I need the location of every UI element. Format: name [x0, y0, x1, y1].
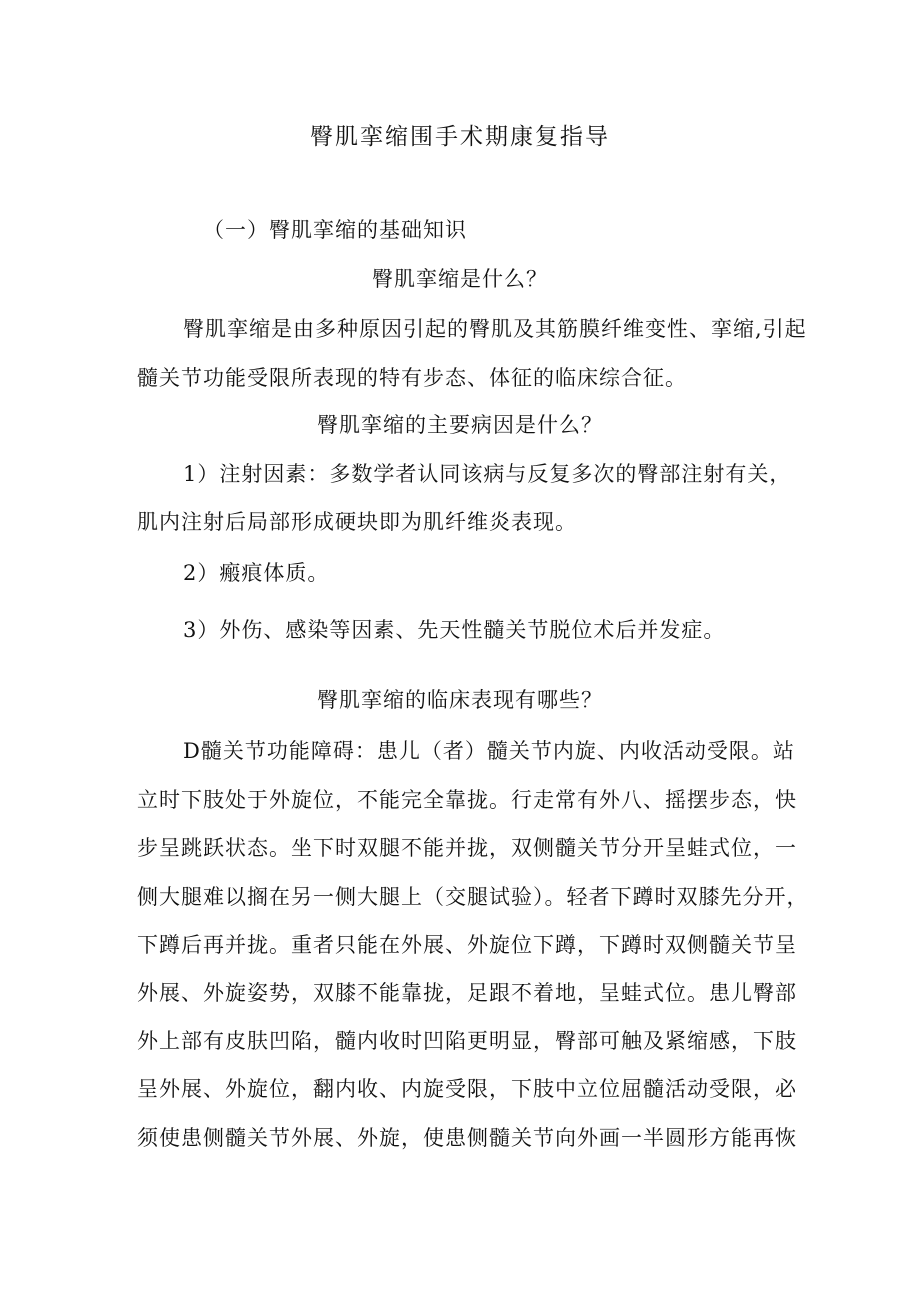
symptom-line-2: 立时下肢处于外旋位，不能完全靠拢。行走常有外八、摇摆步态，快	[137, 788, 797, 812]
symptom-line-8: 呈外展、外旋位，翻内收、内旋受限，下肢中立位屈髓活动受限，必	[137, 1077, 797, 1101]
cause-1-line-1: 1）注射因素：多数学者认同该病与反复多次的臀部注射有关，	[183, 462, 792, 486]
question-heading-causes: 臀肌挛缩的主要病因是什么？	[317, 413, 603, 437]
symptom-line-3: 步呈跳跃状态。坐下时双腿不能并拢，双侧髓关节分开呈蛙式位，一	[137, 836, 797, 860]
symptom-line-6: 外展、外旋姿势，双膝不能靠拢，足跟不着地，呈蛙式位。患儿臀部	[137, 981, 797, 1005]
symptom-line-4: 侧大腿难以搁在另一侧大腿上（交腿试验）。轻者下蹲时双膝先分开，	[137, 885, 809, 909]
cause-2: 2）瘢痕体质。	[183, 561, 330, 585]
symptom-line-9: 须使患侧髓关节外展、外旋，使患侧髓关节向外画一半圆形方能再恢	[137, 1126, 797, 1150]
cause-3: 3）外伤、感染等因素、先天性髓关节脱位术后并发症。	[183, 618, 726, 642]
symptom-line-5: 下蹲后再并拢。重者只能在外展、外旋位下蹲，下蹲时双侧髓关节呈	[137, 933, 797, 957]
symptom-line-7: 外上部有皮肤凹陷，髓内收时凹陷更明显，臀部可触及紧缩感，下肢	[137, 1029, 797, 1053]
cause-1-line-2: 肌内注射后局部形成硬块即为肌纤维炎表现。	[137, 510, 577, 534]
symptom-line-1: D髓关节功能障碍：患儿（者）髓关节内旋、内收活动受限。站	[183, 739, 795, 763]
definition-line-2: 髓关节功能受限所表现的特有步态、体征的临床综合征。	[137, 366, 687, 390]
question-heading-symptoms: 臀肌挛缩的临床表现有哪些？	[317, 688, 603, 712]
question-heading-definition: 臀肌挛缩是什么？	[372, 267, 548, 291]
document-title: 臀肌挛缩围手术期康复指导	[310, 124, 610, 150]
section-heading: （一）臀肌挛缩的基础知识	[203, 218, 467, 242]
definition-line-1: 臀肌挛缩是由多种原因引起的臀肌及其筋膜纤维变性、挛缩,引起	[183, 317, 807, 341]
